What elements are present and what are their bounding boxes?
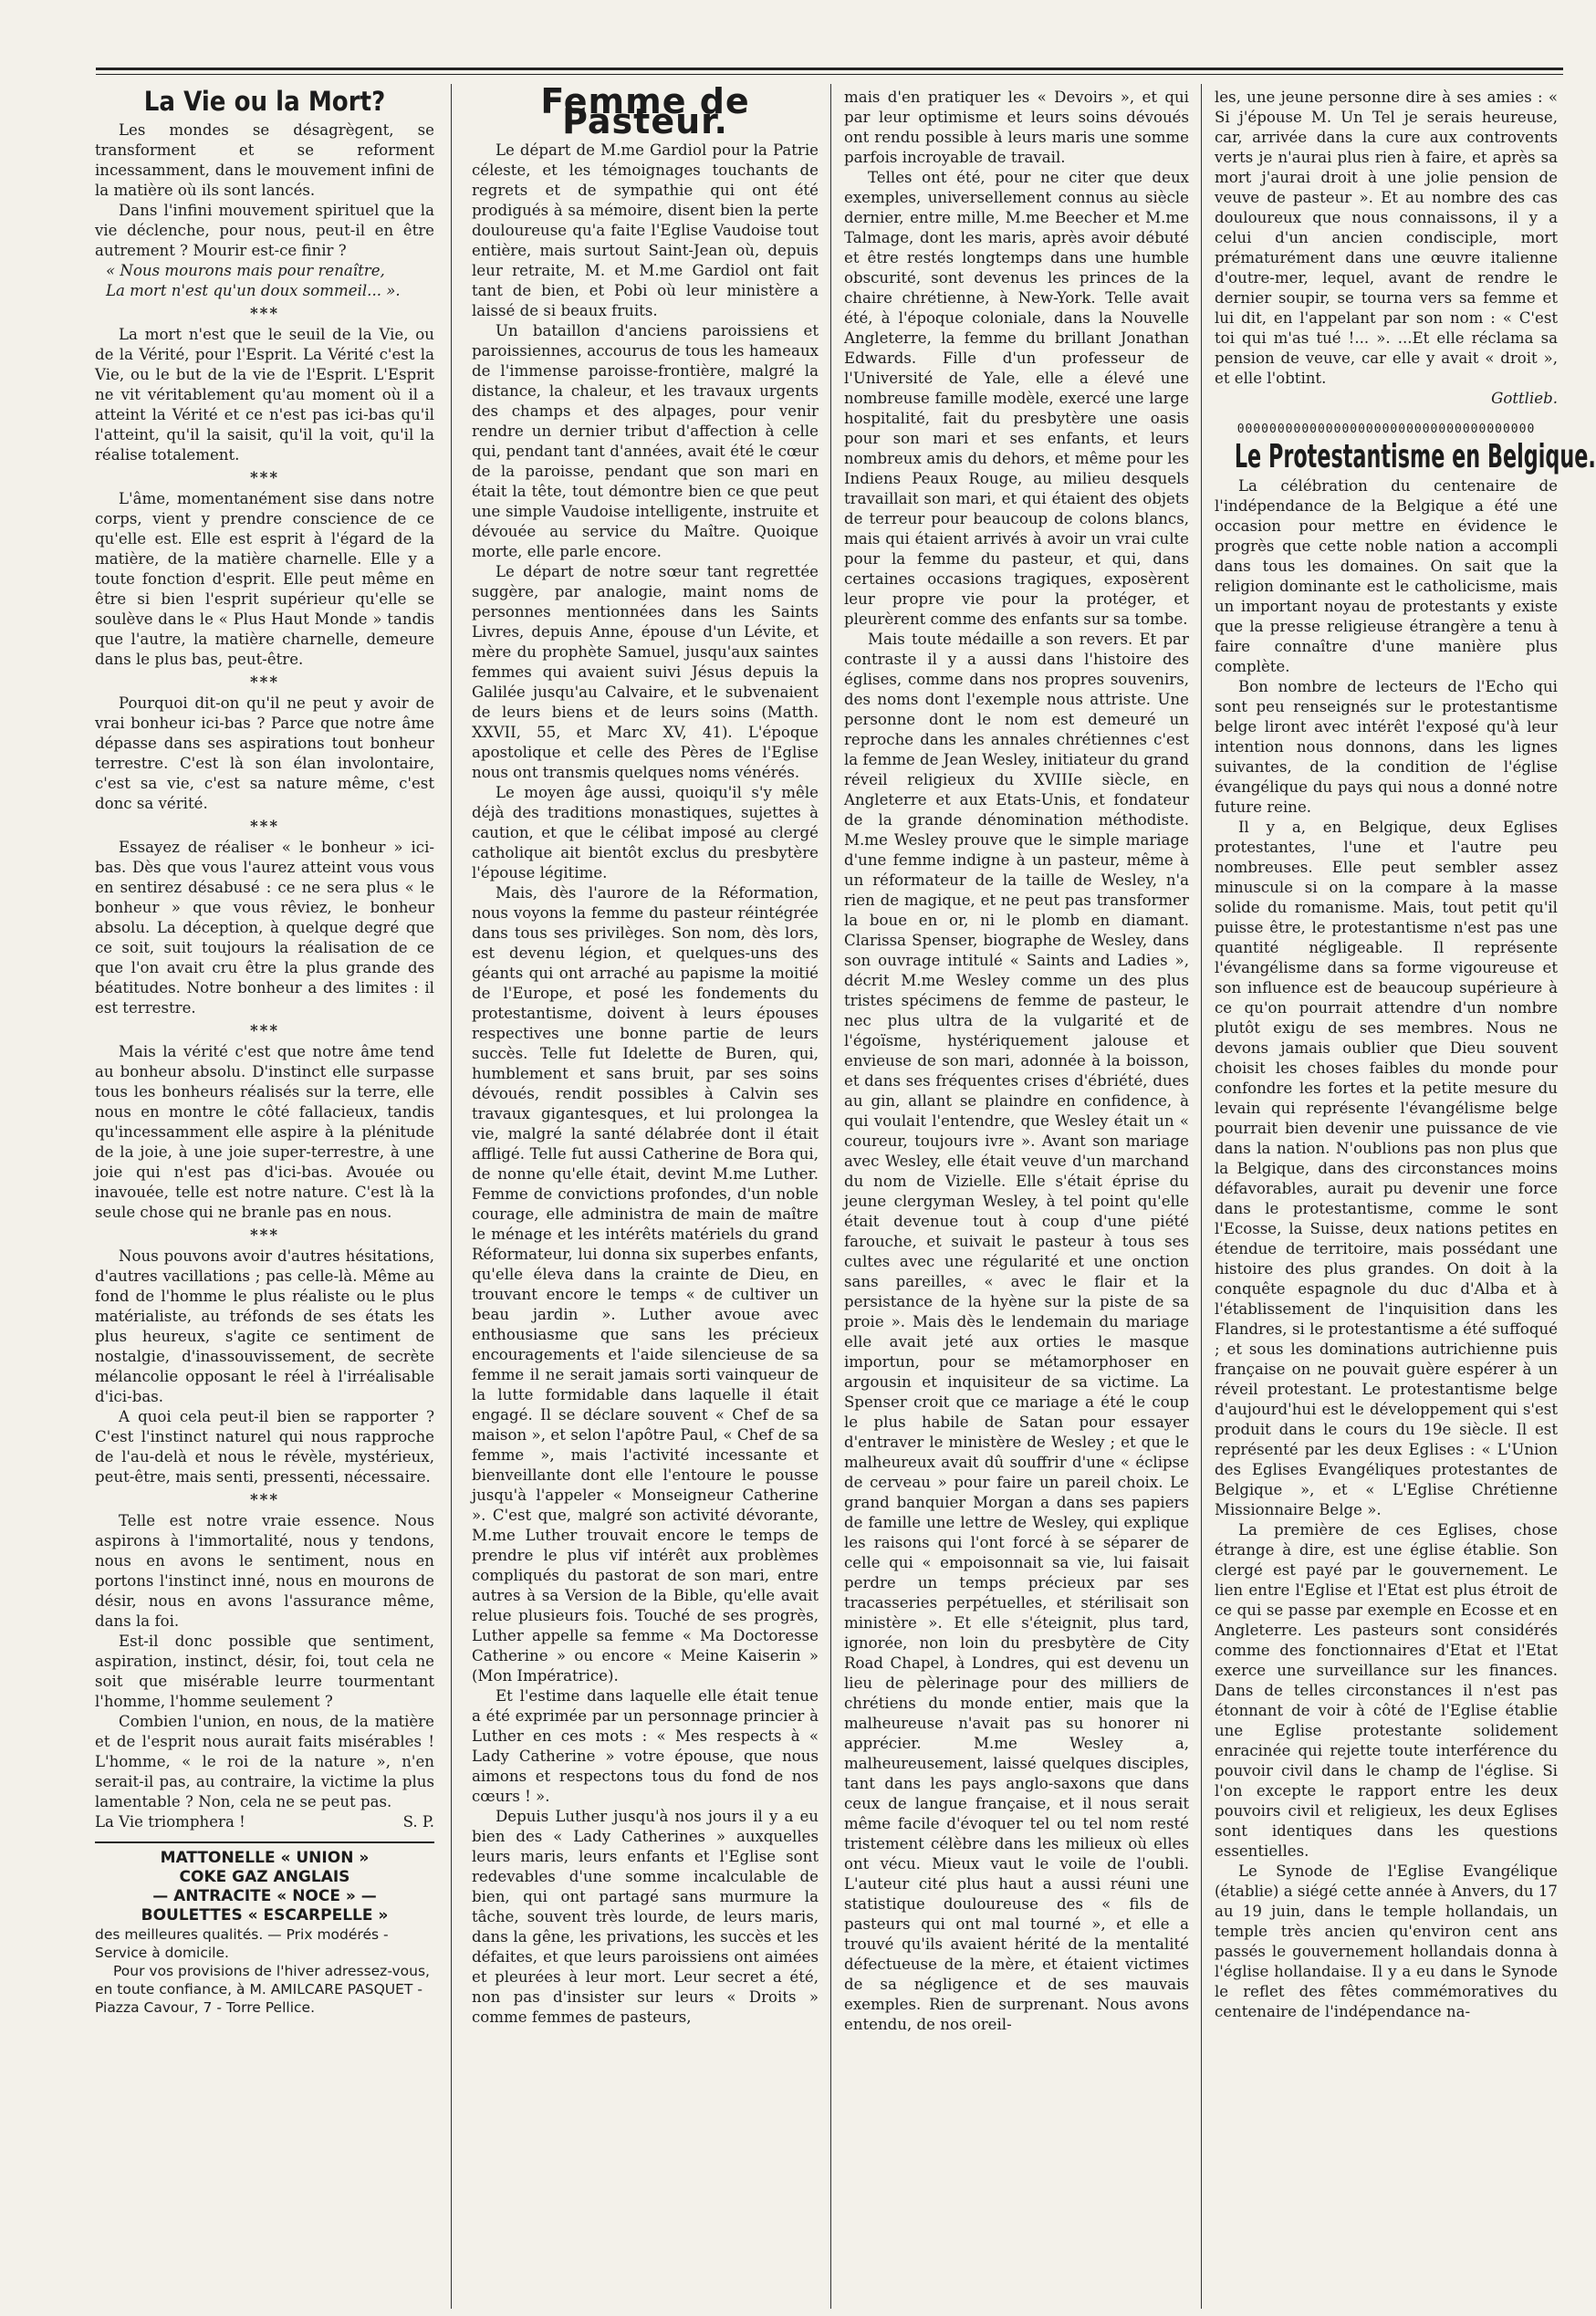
ad-heading: — ANTRACITE « NOCE » — [152,1887,377,1905]
column-divider [830,84,831,2309]
paragraph: mais d'en pratiquer les « Devoirs », et qui par leur optimisme et leurs soins dévoués ont rendu possible à leurs maris une somme parfois incroyable de travail. [844,89,1189,166]
paragraph: Essayez de réaliser « le bonheur » ici-bas. Dès que vous l'aurez atteint vous vous en sentirez désabusé : ce ne sera plus « le bonheur » que vous rêviez, le bonheur absolu. La déception, à quelque degré que ce soit, suit toujours la réalisation de ce que l'on avait cru être la plus grande des béatitudes. Notre bonheur a des limites : il est terrestre. [95,839,434,1017]
paragraph: A quoi cela peut-il bien se rapporter ? C'est l'instinct naturel qui nous rapproche de l'au-delà et nous le révèle, mystérieux, peut-être, mais senti, pressenti, nécessaire. [95,1408,434,1486]
paragraph: La mort n'est que le seuil de la Vie, ou de la Vérité, pour l'Esprit. La Vérité c'est la Vie, ou le but de la vie de l'Esprit. L'Esprit ne vit véritablement qu'au moment où il a atteint la Vérité et ce n'est pas ici-bas qu'il l'atteint, qu'il la saisit, qu'il la voit, qu'il la réalise totalement. [95,326,434,464]
paragraph: Le départ de notre sœur tant regrettée suggère, par analogie, maint noms de personnes mentionnées dans les Saints Livres, depuis Anne, épouse d'un Lévite, et mère du prophète Samuel, jusqu'aux saintes femmes qui avaient suivi Jésus depuis la Galilée jusqu'au Calvaire, et le subvenaient de leurs biens et de leurs soins (Matth. XXVII, 55, et Marc XV, 41). L'époque apostolique et celle des Pères de l'Eglise nous ont transmis quelques noms vénérés. [472,563,819,781]
ornamental-divider: 0000000000000000000000000000000000000 [1236,423,1536,436]
paragraph: L'âme, momentanément sise dans notre corps, vient y prendre conscience de ce qu'elle est. Elle est esprit à l'égard de la matière, de la matière charnelle. Elle y a toute fonction d'esprit. Elle peut même en être si bien l'esprit supérieur qu'elle se soulève dans le « Plus Haut Monde » tandis que l'autre, la matière charnelle, demeure dans le plus bas, peut-être. [95,490,434,668]
final-line: La Vie triomphera ! [95,1813,245,1831]
column-1 [95,88,434,2307]
quote-line: La mort n'est qu'un doux sommeil... ». [106,282,401,299]
article-title-la-vie-ou-la-mort: La Vie ou la Mort? [143,86,386,117]
paragraph: Mais toute médaille a son revers. Et par contraste il y a aussi dans l'histoire des églises, comme dans nos propres souvenirs, des noms dont l'exemple nous attriste. Une personne dont le nom est demeuré un reproche dans les annales chrétiennes c'est la femme de Jean Wesley, initiateur du grand réveil religieux du XVIIIe siècle, en Angleterre et aux Etats-Unis, et fondateur de la grande dénomination méthodiste. M.me Wesley prouve que le simple mariage d'une femme indigne à un pasteur, même à un réformateur de la taille de Wesley, n'a rien de magique, et ne peut pas transformer la boue en or, ni le plomb en diamant. Clarissa Spenser, biographe de Wesley, dans son ouvrage intitulé « Saints and Ladies », décrit M.me Wesley comme un des plus tristes spécimens de femme de pasteur, le nec plus ultra de la vulgarité et de l'égoïsme, hystériquement jalouse et envieuse de son mari, adonnée à la boisson, et dans ses fréquentes crises d'ébriété, dues au gin, allant se plaindre en confidence, à qui voulait l'entendre, que Wesley était un « coureur, toujours ivre ». Avant son mariage avec Wesley, elle était veuve d'un marchand du nom de Vizielle. Elle s'était éprise du jeune clergyman Wesley, à tel point qu'elle était devenue tout à coup d'une piété farouche, et suivait le pasteur à tous ses cultes avec une régularité et une onction sans pareilles, « avec le flair et la persistance de la hyène sur la piste de sa proie ». Mais dès le lendemain du mariage elle avait jeté aux orties le masque importun, pour se métamorphoser en argousin et inquisiteur de sa victime. La Spenser croit que ce mariage a été le coup le plus habile de Satan pour essayer d'entraver le ministère de Wesley ; et que le malheureux avait dû souffrir d'une « éclipse de cerveau » pour faire un pareil choix. Le grand banquier Morgan a dans ses papiers de famille une lettre de Wesley, qui explique les raisons qui l'ont forcé à se séparer de celle qui « empoisonnait sa vie, lui faisait perdre un temps précieux par ses tracasseries perpétuelles, et stérilisait son ministère ». Et elle s'éteignit, plus tard, ignorée, non loin du presbytère de City Road Chapel, à Londres, qui est devenu un lieu de pèlerinage pour des milliers de chrétiens du monde entier, mais que la malheureuse n'avait pas su honorer ni apprécier. M.me Wesley a, malheureusement, laissé quelques disciples, tant dans les pays anglo-saxons que dans ceux de langue française, et il nous serait même facile d'évoquer tel ou tel nom resté tristement célèbre dans les milieux où elles ont vécu. Mieux vaut le voile de l'oubli. L'auteur cité plus haut a aussi réuni une statistique douloureuse des « fils de pasteurs qui ont mal tourné », et elle a trouvé qu'ils avaient hérité de la mentalité défectueuse de la mère, et étaient victimes de sa négligence et de ses mauvais exemples. Rien de surprenant. Nous avons entendu, de nos oreil- [844,631,1189,2033]
paragraph: Depuis Luther jusqu'à nos jours il y a eu bien des « Lady Catherines » auxquelles leurs maris, leurs enfants et l'Eglise sont redevables d'une somme incalculable de bien, qui ont partagé sans murmure la tâche, souvent très lourde, de leurs maris, dans la gêne, les privations, les succès et les défaites, et que leurs paroissiens ont aimées et pleurées à leur mort. Leur secret a été, non pas d'insister sur leurs « Droits » comme femmes de pasteurs, [472,1808,819,2026]
article-title-protestantisme-belgique: Le Protestantisme en Belgique. [1234,438,1596,475]
paragraph: Telle est notre vraie essence. Nous aspirons à l'immortalité, nous y tendons, nous en avons le sentiment, nous en portons l'instinct inné, nous en mourons de désir, nous en avons l'assurance même, dans la foi. [95,1512,434,1630]
paragraph: Est-il donc possible que sentiment, aspiration, instinct, désir, foi, tout cela ne soit que misérable leurre tourmentant l'homme, l'homme seulement ? [95,1633,434,1710]
signature: Gottlieb. [1491,390,1558,407]
ad-heading: BOULETTES « ESCARPELLE » [141,1906,389,1925]
ad-text: Pour vos provisions de l'hiver adressez-vous, en toute confiance, à M. AMILCARE PASQUET - Piazza Cavour, 7 - Torre Pellice. [95,1963,430,2016]
paragraph: Telles ont été, pour ne citer que deux exemples, universellement connus au siècle dernier, entre mille, M.me Beecher et M.me Talmage, dont les maris, après avoir débuté et être restés longtemps dans une humble obscurité, sont devenus les princes de la chaire chrétienne, à New-York. Telle avait été, à l'époque coloniale, dans la Nouvelle Angleterre, la femme du brillant Jonathan Edwards. Fille d'un professeur de l'Université de Yale, elle a élevé une nombreuse famille modèle, exercé une large hospitalité, fait du presbytère une oasis pour son mari et ses enfants, et leurs nombreux amis du dehors, et même pour les Indiens Peaux Rouge, au milieu desquels travaillait son mari, et qui étaient des objets de terreur pour beaucoup de colons blancs, mais qui étaient arrivés à avoir un vrai culte pour la femme du pasteur, et qui, dans certaines occasions tragiques, exposèrent leur propre vie pour la protéger, et pleurèrent comme des enfants sur sa tombe. [844,169,1189,628]
section-separator: *** [249,673,280,691]
header-rule-thin [96,74,1563,75]
column-divider [451,84,452,2309]
section-separator: *** [249,1226,280,1244]
paragraph: Nous pouvons avoir d'autres hésitations, d'autres vacillations ; pas celle-là. Même au fond de l'homme le plus réaliste ou le plus matérialiste, au tréfonds de ses états les plus heureux, s'agite ce sentiment de nostalgie, d'inassouvissement, de secrète mélancolie opposant le réel à l'irréalisable d'ici-bas. [95,1247,434,1405]
column-3 [844,88,1189,2307]
paragraph: Bon nombre de lecteurs de l'Echo qui sont peu renseignés sur le protestantisme belge liront avec intérêt l'exposé qu'à leur intention nous donnons, dans les lignes suivantes, de la condition de l'église évangélique du pays qui nous a donné notre future reine. [1215,678,1558,816]
section-separator: *** [249,468,280,486]
header-rule [96,68,1563,70]
ad-divider [95,1841,434,1843]
ad-heading: MATTONELLE « UNION » [160,1849,370,1867]
closing-line [95,1812,434,1832]
article-title-femme-de-pasteur: Femme de Pasteur. [540,81,750,141]
section-separator: *** [249,304,280,322]
paragraph: Dans l'infini mouvement spirituel que la vie déclenche, pour nous, peut-il en être autrement ? Mourir est-ce finir ? [95,202,434,259]
quote-line: « Nous mourons mais pour renaître, [106,262,385,279]
paragraph: Combien l'union, en nous, de la matière et de l'esprit nous aurait faits misérables ! L'homme, « le roi de la nature », n'en serait-il pas, au contraire, la victime la plus lamentable ? Non, cela ne se peut pas. [95,1713,434,1810]
column-divider [1201,84,1202,2309]
section-separator: *** [249,1490,280,1508]
ad-heading: COKE GAZ ANGLAIS [179,1868,350,1886]
paragraph: Le départ de M.me Gardiol pour la Patrie céleste, et les témoignages touchants de regrets et de sympathie qui ont été prodigués à sa mémoire, disent bien la perte douloureuse qu'a faite l'Eglise Vaudoise tout entière, mais surtout Saint-Jean où, depuis leur retraite, M. et M.me Gardiol ont fait tant de bien, et Pobi où leur ministère a laissé de si beaux fruits. [472,141,819,319]
column-4 [1215,88,1596,2307]
paragraph: La première de ces Eglises, chose étrange à dire, est une église établie. Son clergé est payé par le gouvernement. Le lien entre l'Eglise et l'Etat est plus étroit de ce qui se passe par exemple en Ecosse et en Angleterre. Les pasteurs sont considérés comme des fonctionnaires d'Etat et l'Etat exerce une surveillance sur les finances. Dans de telles circonstances il n'est pas étonnant de voir à côté de l'Eglise établie une Eglise protestante solidement enracinée qui rejette toute interférence du pouvoir civil dans le champ de l'église. Si l'on excepte le rapport entre les deux pouvoirs civil et religieux, les deux Eglises sont identiques dans les questions essentielles. [1215,1521,1558,1860]
paragraph: Le Synode de l'Eglise Evangélique (établie) a siégé cette année à Anvers, du 17 au 19 juin, dans le temple hollandais, un temple très ancien qu'environ cent ans passés le gouvernement hollandais donna à l'église hollandaise. Il y a eu dans le Synode le reflet des fêtes commémoratives du centenaire de l'indépendance na- [1215,1862,1558,2020]
ad-text: des meilleures qualités. — Prix modérés - Service à domicile. [95,1926,389,1961]
paragraph: Il y a, en Belgique, deux Eglises protestantes, l'une et l'autre peu nombreuses. Elle peut sembler assez minuscule si on la compare à la masse solide du romanisme. Mais, tout petit qu'il puisse être, le protestantisme n'est pas une quantité négligeable. Il représente l'évangélisme dans sa forme vigoureuse et son influence est de beaucoup supérieure à ce qu'on pourrait attendre d'un nombre plutôt exigu de ses membres. Nous ne devons jamais oublier que Dieu souvent choisit les choses faibles du monde pour confondre les fortes et la petite mesure du levain qui représente l'évangélisme belge pourrait bien devenir une puissance de vie dans la nation. N'oublions pas non plus que la Belgique, dans des circonstances moins défavorables, aurait pu devenir une force dans le protestantisme, comme le sont l'Ecosse, la Suisse, deux nations petites en étendue de territoire, mais possédant une histoire des plus grandes. On doit à la conquête espagnole du duc d'Alba et à l'établissement de l'inquisition dans les Flandres, si le protestantisme a été suffoqué ; et sous les dominations autrichienne puis française on ne pouvait guère espérer à un réveil protestant. Le protestantisme belge d'aujourd'hui est le développement qui s'est produit dans le cours du 19e siècle. Il est représenté par les deux Eglises : « L'Union des Eglises Evangéliques protestantes de Belgique », et « L'Eglise Chrétienne Missionnaire Belge ». [1215,819,1558,1518]
paragraph: Pourquoi dit-on qu'il ne peut y avoir de vrai bonheur ici-bas ? Parce que notre âme dépasse dans ses aspirations tout bonheur terrestre. C'est là son élan involontaire, c'est sa vie, c'est sa nature même, c'est donc sa vérité. [95,694,434,812]
section-separator: *** [249,1021,280,1039]
signature: S. P. [402,1813,434,1831]
paragraph: Les mondes se désagrègent, se transforment et se reforment incessamment, dans le mouvement infini de la matière où ils sont lancés. [95,121,434,199]
column-2 [472,81,819,2307]
paragraph: Un bataillon d'anciens paroissiens et paroissiennes, accourus de tous les hameaux de l'immense paroisse-frontière, malgré la distance, la chaleur, et les travaux urgents des champs et des alpages, pour venir rendre un dernier tribut d'affection à celle qui, pendant tant d'années, avait été le cœur de la paroisse, pendant que son mari en était la tête, tout démontre bien ce que peut une simple Vaudoise intelligente, instruite et dévouée au service du Maître. Quoique morte, elle parle encore. [472,322,819,560]
ad-body [95,1925,434,2017]
paragraph: Le moyen âge aussi, quoiqu'il s'y mêle déjà des traditions monastiques, sujettes à caution, et que le célibat imposé au clergé catholique ait bientôt exclus du presbytère l'épouse légitime. [472,784,819,882]
paragraph: les, une jeune personne dire à ses amies : « Si j'épouse M. Un Tel je serais heureuse, car, arrivée dans la cure aux controvents verts je n'aurai plus rien à faire, et après sa mort j'aurai droit à une jolie pension de veuve de pasteur ». Et au nombre des cas douloureux que nous connaissons, il y a celui d'un ancien condisciple, mort prématurément dans une œuvre italienne d'outre-mer, lequel, avant de rendre le dernier soupir, se tourna vers sa femme et lui dit, en l'appelant par son nom : « C'est toi qui m'as tué !... ». ...Et elle réclama sa pension de veuve, car elle y avait « droit », et elle l'obtint. [1215,89,1558,387]
paragraph: Et l'estime dans laquelle elle était tenue a été exprimée par un personnage princier à Luther en ces mots : « Mes respects à « Lady Catherine » votre épouse, que nous aimons et respectons tous du fond de nos cœurs ! ». [472,1687,819,1805]
paragraph: Mais la vérité c'est que notre âme tend au bonheur absolu. D'instinct elle surpasse tous les bonheurs réalisés sur la terre, elle nous en montre le côté fallacieux, tandis qu'incessamment elle aspire à la plénitude de la joie, à une joie super-terrestre, à une joie qui n'est pas d'ici-bas. Avouée ou inavouée, telle est notre nature. C'est là la seule chose qui ne branle pas en nous. [95,1043,434,1221]
paragraph: La célébration du centenaire de l'indépendance de la Belgique a été une occasion pour mettre en évidence le progrès que cette noble nation a accompli dans tous les domaines. On sait que la religion dominante est le catholicisme, mais un important noyau de protestants y existe que la presse religieuse étrangère a tenu à faire connaître d'une manière plus complète. [1215,477,1558,675]
advertisement [95,1849,434,2017]
section-separator: *** [249,817,280,835]
paragraph: Mais, dès l'aurore de la Réformation, nous voyons la femme du pasteur réintégrée dans tous ses privilèges. Son nom, dès lors, est devenu légion, et quelques-uns des géants qui ont arraché au papisme la moitié de l'Europe, et posé les fondements du protestantisme, doivent à leurs épouses respectives une bonne partie de leurs succès. Telle fut Idelette de Buren, qui, humblement et sans bruit, par ses soins dévoués, rendit possibles à Calvin ses travaux gigantesques, et lui prolongea la vie, malgré la santé délabrée dont il était affligé. Telle fut aussi Catherine de Bora qui, de nonne qu'elle était, devint M.me Luther. Femme de convictions profondes, d'un noble courage, elle administra de main de maître le ménage et les intérêts matériels du grand Réformateur, lui donna six superbes enfants, qu'elle éleva dans la crainte de Dieu, en trouvant encore le temps « de cultiver un beau jardin ». Luther avoue avec enthousiasme que sans les précieux encouragements et l'aide silencieuse de sa femme il ne serait jamais sorti vainqueur de la lutte formidable dans laquelle il était engagé. Il se déclare souvent « Chef de sa maison », et selon l'apôtre Paul, « Chef de sa femme », mais l'activité incessante et bienveillante dont elle l'entoure le pousse jusqu'à l'appeler « Monseigneur Catherine ». C'est que, malgré son activité dévorante, M.me Luther trouvait encore le temps de prendre le plus vif intérêt aux problèmes compliqués du pastorat de son mari, entre autres à sa Version de la Bible, qu'elle avait relue plusieurs fois. Touché de ses progrès, Luther appelle sa femme « Ma Doctoresse Catherine » ou encore « Meine Kaiserin » (Mon Impératrice). [472,884,819,1685]
